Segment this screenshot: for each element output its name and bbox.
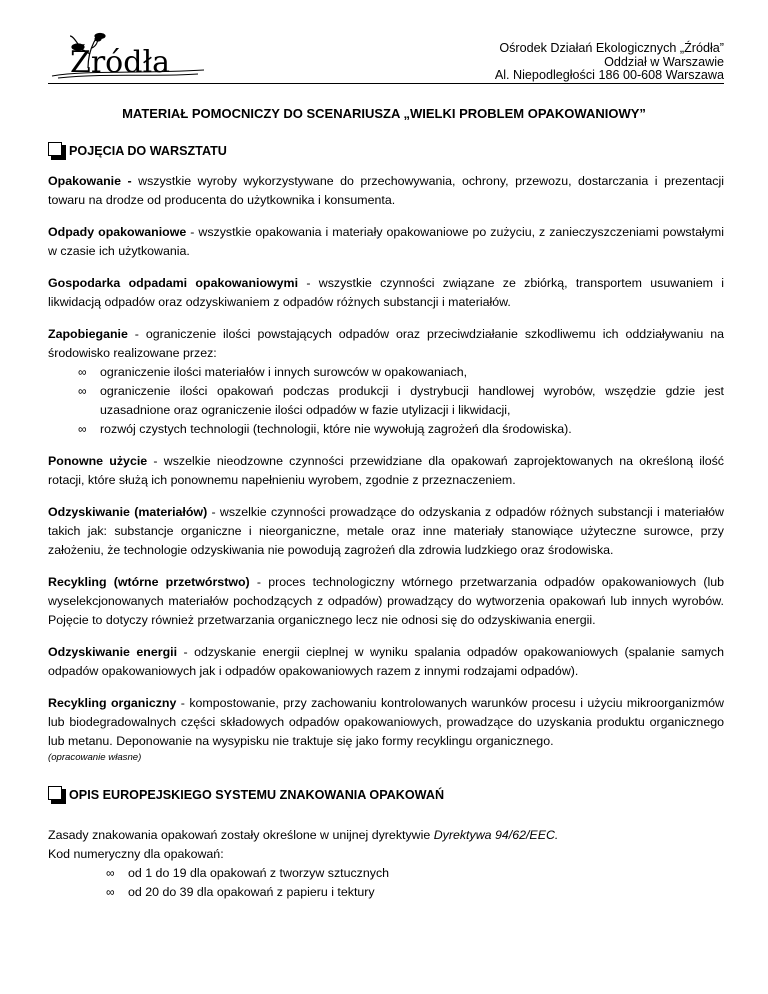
- organization-address: [495, 42, 724, 83]
- definition-text: - ograniczenie ilości powstających odpadów oraz przeciwdziałanie szkodliwemu ich oddziaływaniu na środowisko realizowane przez:: [48, 327, 724, 360]
- section-heading-text: OPIS EUROPEJSKIEGO SYSTEMU ZNAKOWANIA OPAKOWAŃ: [69, 788, 445, 802]
- header-divider: [48, 83, 724, 84]
- definition-term: Zapobieganie: [48, 327, 128, 341]
- logo-text: Źródła: [70, 45, 171, 80]
- definition-odzyskiwanie-energii: [48, 643, 724, 681]
- marking-intro: [48, 826, 724, 845]
- definition-term: Odpady opakowaniowe: [48, 225, 187, 239]
- definition-zapobieganie: [48, 325, 724, 363]
- list-item: [106, 883, 724, 902]
- bullet-icon: ∞: [106, 885, 115, 899]
- list-item-text: od 20 do 39 dla opakowań z papieru i tektury: [128, 885, 375, 899]
- definition-term: Gospodarka odpadami opakowaniowymi: [48, 276, 299, 290]
- bullet-icon: ∞: [78, 422, 87, 436]
- definition-term: Recykling organiczny: [48, 696, 177, 710]
- code-label: Kod numeryczny dla opakowań:: [48, 847, 224, 861]
- directive-name: Dyrektywa 94/62/EEC.: [433, 828, 559, 842]
- list-item-text: rozwój czystych technologii (technologii, które nie wywołują zagrożeń dla środowiska).: [100, 422, 572, 436]
- definition-text: - wszelkie nieodzowne czynności przewidziane dla opakowań zaprojektowanych na określoną ilość rotacji, które służą ich ponownemu napełnieniu wyrobem, zgodnie z przeznaczeniem.: [48, 454, 725, 487]
- definition-term: Opakowanie -: [48, 174, 132, 188]
- list-item-text: ograniczenie ilości opakowań podczas produkcji i dystrybucji handlowej wyrobów, wszędzie gdzie jest uzasadnione oraz ograniczenie ilości odpadów w fazie utylizacji i likwidacji,: [100, 384, 724, 417]
- list-item: [78, 363, 724, 382]
- org-branch: Oddział w Warszawie: [604, 54, 724, 69]
- definition-term: Ponowne użycie: [48, 454, 148, 468]
- definition-term: Odzyskiwanie energii: [48, 645, 178, 659]
- definition-odpady-opakowaniowe: [48, 223, 724, 261]
- intro-text: Zasady znakowania opakowań zostały określone w unijnej dyrektywie: [48, 828, 434, 842]
- bullet-icon: ∞: [78, 365, 87, 379]
- definition-term: Odzyskiwanie (materiałów): [48, 505, 208, 519]
- source-note: (opracowanie własne): [48, 752, 142, 763]
- document-body: [48, 142, 724, 902]
- code-list: [48, 864, 724, 902]
- bullet-icon: ∞: [78, 384, 87, 398]
- definition-text: - kompostowanie, przy zachowaniu kontrolowanych warunków procesu i użyciu mikroorganizmów lub biodegradowalnych części składowych odpadów opakowaniowych, prowadzące do uzyskania produktu organicznego lub metanu. Deponowanie na wysypisku nie traktuje się jako formy recyklingu organicznego.: [48, 696, 724, 748]
- definition-text: - proces technologiczny wtórnego przetwarzania odpadów opakowaniowych (lub wyselekcjonowanych materiałów pochodzących z odpadów) prowadzący do wytworzenia opakowań lub innych wyrobów. Pojęcie to dotyczy również przetwarzania organicznego lecz nie odnosi się do odzyskiwania energii.: [48, 575, 724, 627]
- definition-recykling: [48, 573, 724, 630]
- section-heading-text: POJĘCIA DO WARSZTATU: [69, 144, 227, 158]
- section-heading-concepts: [48, 142, 724, 160]
- definition-recykling-organiczny: [48, 694, 724, 751]
- definition-odzyskiwanie: [48, 503, 724, 560]
- checkbox-icon: [48, 786, 66, 804]
- list-item-text: od 1 do 19 dla opakowań z tworzyw sztucznych: [128, 866, 390, 880]
- definition-text: - wszystkie czynności związane ze zbiórką, transportem usuwaniem i likwidacją odpadów oraz odzyskiwaniem z odpadów różnych substancji i materiałów.: [48, 276, 725, 309]
- zapobieganie-list: [48, 363, 724, 439]
- list-item-text: ograniczenie ilości materiałów i innych surowców w opakowaniach,: [100, 365, 468, 379]
- definition-ponowne-uzycie: [48, 452, 724, 490]
- definition-text: wszystkie wyroby wykorzystywane do przechowywania, ochrony, przewozu, dostarczania i prezentacji towaru na drodze od producenta do użytkownika i konsumenta.: [48, 174, 724, 207]
- document-title: MATERIAŁ POMOCNICZY DO SCENARIUSZA „WIELKI PROBLEM OPAKOWANIOWY”: [122, 106, 646, 121]
- definition-term: Recykling (wtórne przetwórstwo): [48, 575, 250, 589]
- list-item: [78, 420, 724, 439]
- definition-gospodarka-odpadami: [48, 274, 724, 312]
- definition-opakowanie: [48, 172, 724, 210]
- section-heading-marking-system: [48, 786, 724, 804]
- list-item: [78, 382, 724, 420]
- list-item: [106, 864, 724, 883]
- definition-text: - wszelkie czynności prowadzące do odzyskania z odpadów różnych substancji i materiałów takich jak: substancje organiczne i nieorganiczne, metale oraz inne materiały stanowiące użyteczne surowce, przy założeniu, że technologie odzyskiwania nie powodują zagrożeń dla zdrowia ludzkiego oraz środowiska.: [48, 505, 724, 557]
- definition-text: - odzyskanie energii cieplnej w wyniku spalania odpadów opakowaniowych (spalanie samych odpadów opakowaniowych jak i odpadów opakowaniowych razem z innymi rodzajami odpadów).: [48, 645, 724, 678]
- bullet-icon: ∞: [106, 866, 115, 880]
- zrodla-logo: [48, 30, 208, 80]
- checkbox-icon: [48, 142, 66, 160]
- definition-text: - wszystkie opakowania i materiały opakowaniowe po zużyciu, z zanieczyszczeniami powstałymi w czasie ich użytkowania.: [48, 225, 724, 258]
- org-address: Al. Niepodległości 186 00-608 Warszawa: [494, 68, 724, 83]
- org-name: Ośrodek Działań Ekologicznych „Źródła”: [499, 41, 724, 55]
